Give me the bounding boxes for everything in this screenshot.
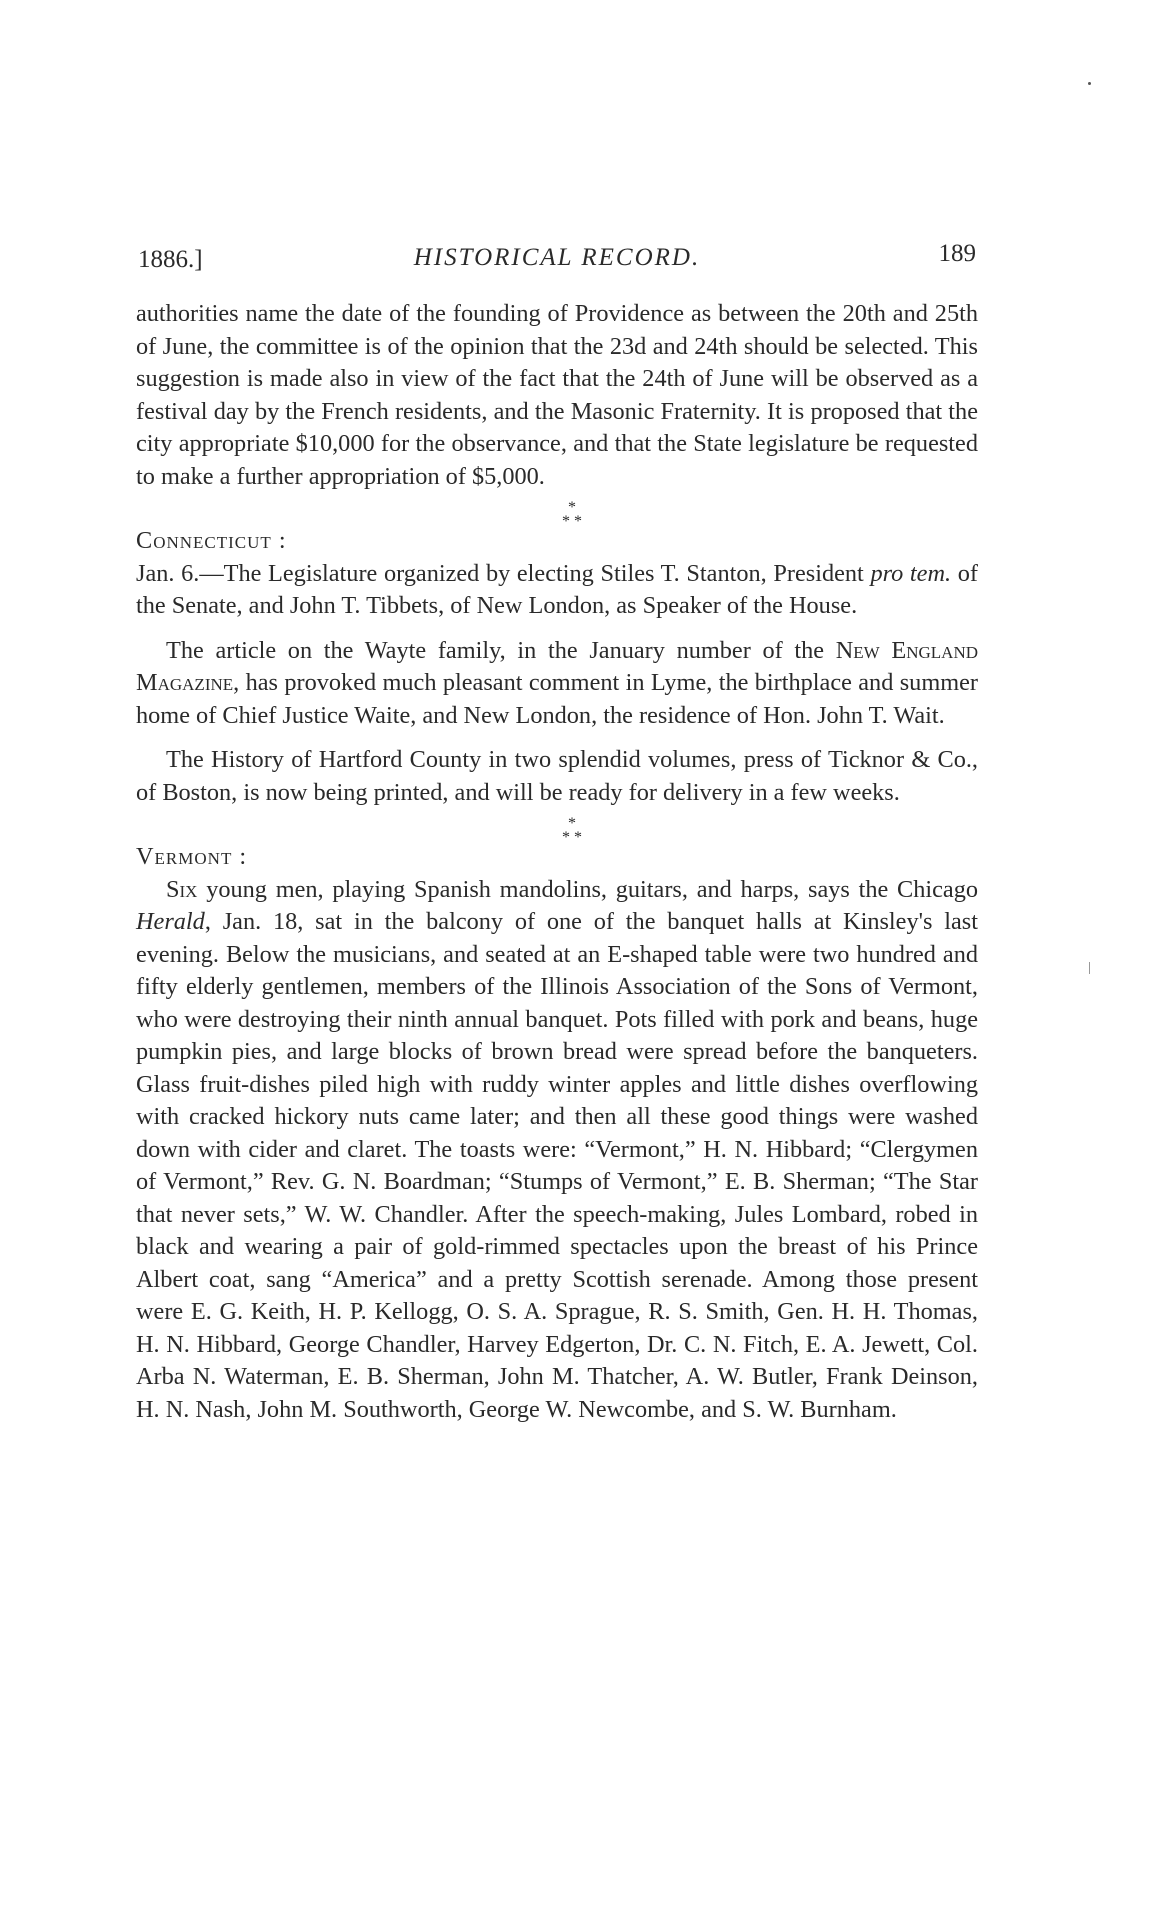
vt-banquet-text-a: young men, playing Spanish mandolins, guitars, and harps, says the Chicago	[197, 875, 978, 903]
running-head-year: 1886.]	[138, 246, 203, 273]
running-head	[138, 240, 976, 280]
ct-legislature-text-b: of the Senate, and John T. Tibbets, of New London, as Speaker of the House.	[136, 559, 978, 619]
ct-wayte-text-b: , has provoked much pleasant comment in Lyme, the birthplace and summer home of Chief Justice Waite, and New London, the residence of Hon. John T. Wait.	[136, 669, 978, 729]
paragraph-ct-hartford: The History of Hartford County in two splendid volumes, press of Ticknor & Co., of Boston, is now being printed, and will be ready for delivery in a few weeks.	[136, 746, 978, 806]
ct-legislature-text-a: Jan. 6.—The Legislature organized by electing Stiles T. Stanton, President	[136, 559, 871, 587]
magazine-name: New England Magazine	[136, 636, 978, 696]
body-text	[136, 298, 978, 1426]
vt-banquet-smallcaps: Six	[166, 875, 198, 903]
margin-tick	[1089, 962, 1090, 974]
separator-stars-2: * *	[562, 829, 582, 846]
stray-mark	[1088, 82, 1091, 85]
section-separator	[136, 493, 978, 530]
vt-banquet-italic: Herald	[136, 908, 205, 935]
section-heading-vermont: Vermont :	[136, 843, 248, 870]
separator-star-top-2: *	[568, 815, 576, 832]
paragraph-providence: authorities name the date of the founding of Providence as between the 20th and 25th of June, the committee is of the opinion that the 23d and 24th should be selected. This suggestion is made also in view of the fact that the 24th of June will be observed as a festival day by the French residents, and the Masonic Fraternity. It is proposed that the city appropriate $10,000 for the observance, and that the State legislature be requested to make a further appropriation of $5,000.	[136, 300, 978, 490]
section-heading-connecticut: Connecticut :	[136, 527, 287, 554]
paragraph-vt-banquet	[136, 874, 978, 1427]
separator-star-top: *	[568, 499, 576, 516]
paragraph-ct-legislature	[136, 558, 978, 623]
vt-banquet-text-b: , Jan. 18, sat in the balcony of one of the banquet halls at Kinsley's last evening. Below the musicians, and seated at an E-shaped table were two hundred and fifty elderly gentlemen, members of the Illinois Association of the Sons of Vermont, who were destroying their ninth annual banquet. Pots filled with pork and beans, huge pumpkin pies, and large blocks of brown bread were spread before the banqueters. Glass fruit-dishes piled high with ruddy winter apples and little dishes overflowing with cracked hickory nuts came later; and then all these good things were washed down with cider and claret. The toasts were: “Vermont,” H. N. Hibbard; “Clergymen of Vermont,” Rev. G. N. Boardman; “Stumps of Vermont,” E. B. Sherman; “The Star that never sets,” W. W. Chandler. After the speech-making, Jules Lombard, robed in black and wearing a pair of gold-rimmed spectacles upon the breast of his Prince Albert coat, sang “America” and a pretty Scottish serenade. Among those present were E. G. Keith, H. P. Kellogg, O. S. A. Sprague, R. S. Smith, Gen. H. H. Thomas, H. N. Hibbard, George Chandler, Harvey Edgerton, Dr. C. N. Fitch, E. A. Jewett, Col. Arba N. Waterman, E. B. Sherman, John M. Thatcher, A. W. Butler, Frank Deinson, H. N. Nash, John M. Southworth, George W. Newcombe, and S. W. Burnham.	[136, 908, 978, 1423]
running-head-title: HISTORICAL RECORD.	[413, 244, 701, 271]
paragraph-ct-wayte	[136, 635, 978, 733]
section-separator-2	[136, 809, 978, 846]
ct-legislature-italic: pro tem.	[870, 559, 952, 587]
separator-stars: * *	[562, 513, 582, 530]
ct-wayte-text-a: The article on the Wayte family, in the January number of the	[166, 636, 836, 664]
page-number: 189	[938, 240, 976, 267]
